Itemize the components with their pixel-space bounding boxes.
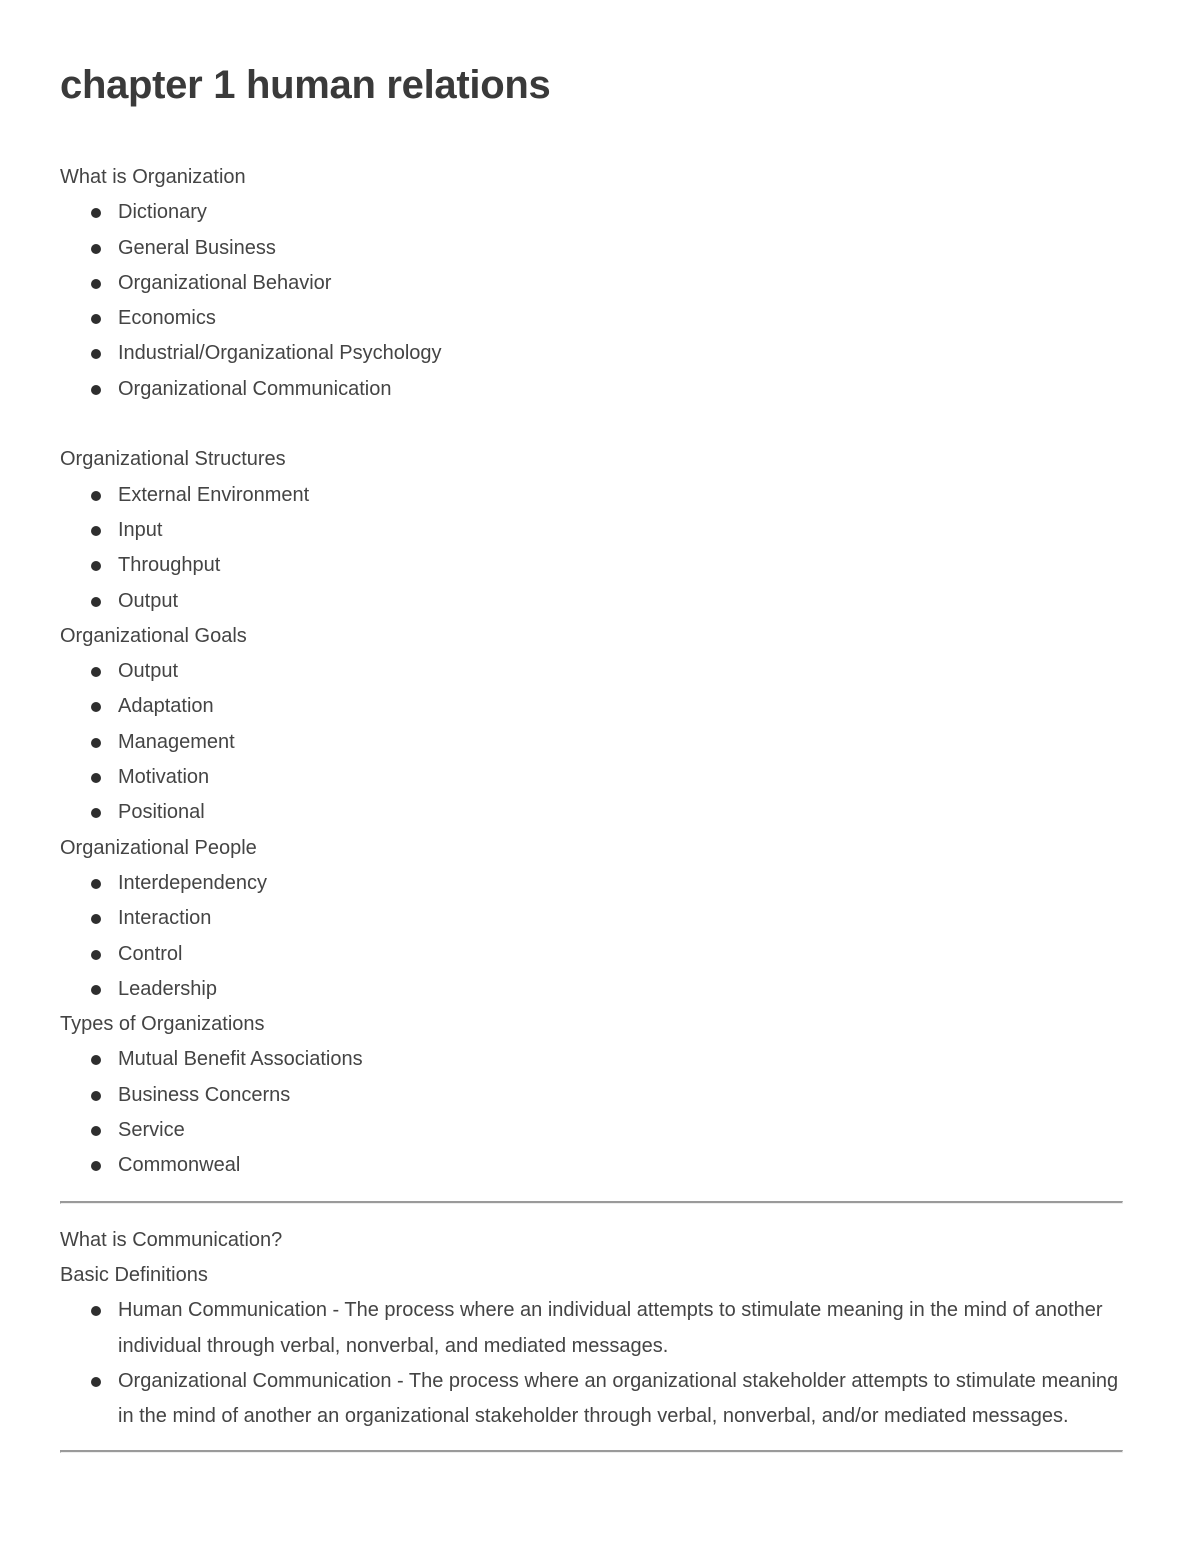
list-item-text: External Environment <box>118 483 310 506</box>
list-item-text: Control <box>118 942 183 965</box>
list-item <box>60 266 1123 301</box>
list-item-text: Motivation <box>118 766 210 789</box>
list-item <box>60 725 1123 760</box>
list-item <box>60 654 1123 689</box>
list-item-text: Input <box>118 518 163 541</box>
horizontal-rule <box>60 1201 1123 1204</box>
list-item-text: Output <box>118 589 179 612</box>
list-item <box>60 1364 1123 1435</box>
list-item <box>60 937 1123 972</box>
bullet-list-structures <box>60 478 1123 619</box>
list-item <box>60 301 1123 336</box>
list-item-text: Organizational Behavior <box>118 271 332 294</box>
list-item <box>60 336 1123 371</box>
section-heading-communication: What is Communication? <box>60 1228 283 1251</box>
bullet-icon <box>91 1091 101 1101</box>
document-page <box>60 0 1123 1453</box>
list-item-text: General Business <box>118 236 276 259</box>
bullet-icon <box>91 1306 101 1316</box>
list-item <box>60 195 1123 230</box>
bullet-list-communication <box>60 1293 1123 1434</box>
bullet-list-what-is-organization <box>60 195 1123 407</box>
list-item <box>60 1078 1123 1113</box>
bullet-icon <box>91 1055 101 1065</box>
bullet-icon <box>91 879 101 889</box>
bullet-icon <box>91 914 101 924</box>
bullet-icon <box>91 1161 101 1171</box>
section-heading-structures: Organizational Structures <box>60 448 286 471</box>
list-item <box>60 972 1123 1007</box>
list-item-text: Throughput <box>118 554 221 577</box>
section-subheading-basic-definitions: Basic Definitions <box>60 1263 208 1286</box>
bullet-icon <box>91 208 101 218</box>
list-item-text: Service <box>118 1119 185 1142</box>
list-item-text: Output <box>118 660 179 683</box>
bullet-icon <box>91 491 101 501</box>
document-content <box>60 160 1123 1453</box>
list-item-text: Leadership <box>118 977 217 1000</box>
list-item-text: Interdependency <box>118 871 268 894</box>
list-item-text: Positional <box>118 801 205 824</box>
list-item <box>60 1042 1123 1077</box>
page-title: chapter 1 human relations <box>60 63 551 107</box>
list-item-text: Dictionary <box>118 201 207 224</box>
bullet-icon <box>91 1377 101 1387</box>
list-item <box>60 231 1123 266</box>
bullet-icon <box>91 667 101 677</box>
list-item-text: Economics <box>118 307 216 330</box>
list-item <box>60 478 1123 513</box>
list-item-text: Commonweal <box>118 1154 241 1177</box>
horizontal-rule <box>60 1450 1123 1453</box>
list-item <box>60 1148 1123 1183</box>
bullet-list-goals <box>60 654 1123 830</box>
bullet-icon <box>91 597 101 607</box>
bullet-icon <box>91 526 101 536</box>
list-item <box>60 584 1123 619</box>
list-item <box>60 1113 1123 1148</box>
list-item-text: Adaptation <box>118 695 214 718</box>
list-item-text: Mutual Benefit Associations <box>118 1048 363 1071</box>
list-item-text: Organizational Communication <box>118 377 392 400</box>
bullet-icon <box>91 702 101 712</box>
bullet-icon <box>91 385 101 395</box>
list-item-text: Interaction <box>118 907 212 930</box>
list-item-text: Business Concerns <box>118 1083 291 1106</box>
bullet-icon <box>91 349 101 359</box>
bullet-icon <box>91 561 101 571</box>
section-heading-what-is-organization: What is Organization <box>60 166 246 188</box>
section-heading-goals: Organizational Goals <box>60 624 247 647</box>
bullet-icon <box>91 808 101 818</box>
list-item-text: Management <box>118 730 235 753</box>
list-item <box>60 795 1123 830</box>
list-item <box>60 760 1123 795</box>
list-item-text: Industrial/Organizational Psychology <box>118 342 442 365</box>
bullet-icon <box>91 985 101 995</box>
bullet-icon <box>91 738 101 748</box>
bullet-list-types <box>60 1042 1123 1183</box>
bullet-icon <box>91 314 101 324</box>
bullet-icon <box>91 773 101 783</box>
list-item <box>60 513 1123 548</box>
list-item <box>60 548 1123 583</box>
list-item-text: Organizational Communication - The process where an organizational stakeholder attempts to stimulate meaning in the mind of another an organizational stakeholder through verbal, nonverbal, and/or mediated messages. <box>118 1369 1119 1428</box>
bullet-icon <box>91 244 101 254</box>
list-item <box>60 372 1123 407</box>
section-heading-people: Organizational People <box>60 836 257 859</box>
list-item <box>60 901 1123 936</box>
bullet-icon <box>91 1126 101 1136</box>
list-item-text: Human Communication - The process where an individual attempts to stimulate meaning in the mind of another individual through verbal, nonverbal, and mediated messages. <box>118 1299 1103 1357</box>
list-item <box>60 1293 1123 1364</box>
list-item <box>60 866 1123 901</box>
bullet-icon <box>91 950 101 960</box>
bullet-list-people <box>60 866 1123 1007</box>
list-item <box>60 689 1123 724</box>
blank-line <box>60 407 1123 442</box>
bullet-icon <box>91 279 101 289</box>
section-heading-types: Types of Organizations <box>60 1013 265 1036</box>
